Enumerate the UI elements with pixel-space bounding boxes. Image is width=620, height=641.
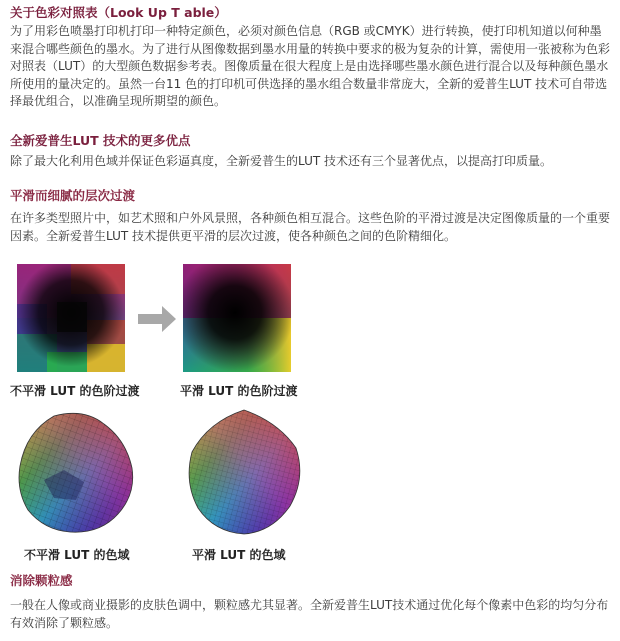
- smooth-gradient-caption: 平滑 LUT 的色阶过渡: [180, 384, 298, 398]
- grain-paragraph: 一般在人像或商业摄影的皮肤色调中，颗粒感尤其显著。全新爱普生LUT技术通过优化每个像素中色彩的均匀分布有效消除了颗粒感。: [10, 598, 609, 630]
- page-title: 关于色彩对照表（Look Up T able）: [10, 5, 227, 20]
- smooth-gradation-paragraph: 在许多类型照片中，如艺术照和户外风景照，各种颜色相互混合。这些色阶的平滑过渡是决定图像质量的一个重要因素。全新爱普生LUT 技术提供更平滑的层次过渡，使各种颜色之间的色阶精细化。: [10, 211, 611, 243]
- arrow-right-icon: [138, 306, 178, 336]
- intro-paragraph: 为了用彩色喷墨打印机打印一种特定颜色，必须对颜色信息（RGB 或CMYK）进行转换，使打印机知道以何种墨来混合哪些颜色的墨水。为了进行从图像数据到墨水用量的转换中要求的极为复杂的计算，需使用一张被称为色彩对照表（LUT）的大型颜色数据参考表。图像质量在很大程度上是由选择哪些墨水颜色进行混合以及每种颜色墨水所使用的量决定的。虽然一台11 色的打印机可供选择的墨水组合数量非常庞大，全新的爱普生LUT 技术可自带选择最优组合，以准确呈现所期望的颜色。: [10, 24, 611, 108]
- rough-gamut-image: [14, 410, 140, 542]
- smooth-gamut-image: [182, 408, 308, 542]
- smooth-gradient-image: [183, 264, 291, 372]
- rough-gradient-image: [17, 264, 125, 372]
- rough-gamut-caption: 不平滑 LUT 的色域: [24, 548, 130, 562]
- rough-gradient-caption: 不平滑 LUT 的色阶过渡: [10, 384, 140, 398]
- smooth-gamut-caption: 平滑 LUT 的色域: [192, 548, 286, 562]
- advantages-paragraph: 除了最大化利用色域并保证色彩逼真度，全新爱普生的LUT 技术还有三个显著优点，以提高打印质量。: [10, 154, 553, 168]
- section-heading-smooth-gradation: 平滑而细腻的层次过渡: [10, 188, 136, 203]
- section-heading-advantages: 全新爱普生LUT 技术的更多优点: [10, 133, 191, 148]
- section-heading-grain: 消除颗粒感: [10, 573, 73, 588]
